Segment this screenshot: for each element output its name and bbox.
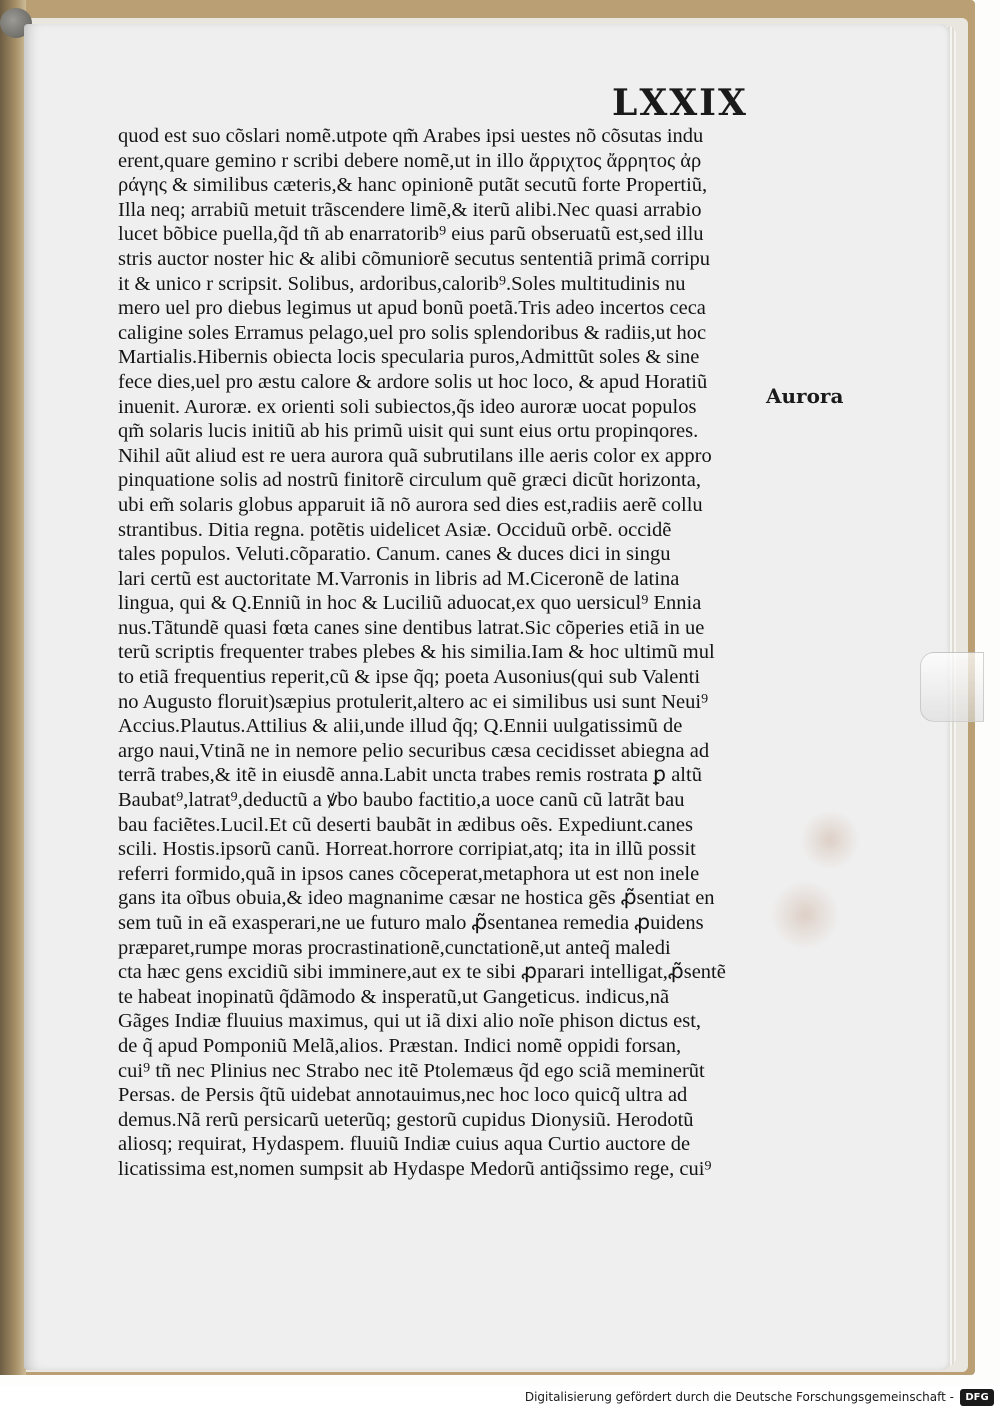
text-line: de q̃ apud Pomponiũ Melã,alios. Præstan. Indici nomẽ oppidi forsan, <box>118 1034 682 1057</box>
paper-stain <box>770 880 840 950</box>
text-block <box>118 124 768 1182</box>
text-line: Baubat⁹,latrat⁹,deductũ a ꝟbo baubo factitio,a uoce canũ cũ latrãt bau <box>118 789 685 812</box>
text-line: gans ita oĩbus obuia,& ideo magnanime cæsar ne hostica gẽs ꝓ̃sentiat en <box>118 887 715 910</box>
funding-credit: Digitalisierung gefördert durch die Deutsche Forschungsgemeinschaft - <box>524 1390 954 1404</box>
text-line: licatissima est,nomen sumpsit ab Hydaspe Medorũ antiq̃ssimo rege, cui⁹ <box>118 1157 712 1180</box>
paper-stain <box>800 810 860 870</box>
text-line: caligine soles Erramus pelago,uel pro solis splendoribus & radiis,ut hoc <box>118 321 707 344</box>
text-line: quod est suo cõslari nomẽ.utpote qm̃ Arabes ipsi uestes nõ cõsutas indu <box>118 125 704 147</box>
text-line: terũ scriptis frequenter trabes plebes & his similia.Iam & hoc ultimũ mul <box>118 641 715 664</box>
text-line: sem tuũ in eã exasperari,ne ue futuro malo ꝓ̃sentanea remedia ꝓuidens <box>118 912 704 934</box>
text-line: Persas. de Persis q̃tũ uidebat annotauimus,nec hoc loco quicq̃ ultra ad <box>118 1084 688 1107</box>
text-line: erent,quare gemino r scribi debere nomẽ,ut in illo ἄρριχτος ἄρρητος ἀρ <box>118 149 702 172</box>
text-line: pinquatione solis ad nostrũ finitorẽ circulum quẽ græci dicũt horizonta, <box>118 469 701 492</box>
text-line: Illa neq; arrabiũ metuit trãscendere limẽ,& iterũ alibi.Nec quasi arrabio <box>118 198 702 221</box>
text-line: strantibus. Ditia regna. potẽtis uidelicet Asiæ. Occiduũ orbẽ. occidẽ <box>118 518 672 541</box>
folio-number: LXXIX <box>612 82 748 124</box>
text-line: it & unico r scripsit. Solibus, ardoribus,calorib⁹.Soles multitudinis nu <box>118 272 686 295</box>
footer-bar <box>0 1386 1000 1410</box>
text-line: Accius.Plautus.Attilius & alii,unde illud q̃q; Q.Ennii uulgatissimũ de <box>118 715 683 738</box>
bookmark-tab <box>920 652 984 722</box>
text-line: qm̃ solaris lucis initiũ ab his primũ uisit qui sunt eius ortu propinqores. <box>118 420 699 443</box>
text-line: inuenit. Auroræ. ex orienti soli subiectos,q̃s ideo auroræ uocat populos <box>118 395 697 418</box>
text-line: argo naui,Vtinã ne in nemore pelio securibus cæsa cecidisset abiegna ad <box>118 739 710 762</box>
text-line: aliosq; requirat, Hydaspem. fluuiũ Indiæ cuius aqua Curtio auctore de <box>118 1133 691 1156</box>
text-line: to etiã frequentius reperit,cũ & ipse q̃q; poeta Ausonius(qui sub Valenti <box>118 666 701 689</box>
text-line: bau faciẽtes.Lucil.Et cũ deserti baubãt in ædibus oẽs. Expediunt.canes <box>118 813 693 836</box>
text-line: Martialis.Hibernis obiecta locis specularia puros,Admittũt soles & sine <box>118 346 700 369</box>
text-line: lucet bõbice puella,q̃d tñ ab enarratorib⁹ eius parũ obseruatũ est,sed illu <box>118 223 704 246</box>
text-line: nus.Tãtundẽ quasi fœta canes sine dentibus latrat.Sic cõperies etiã in ue <box>118 616 705 639</box>
text-line: cta hæc gens excidiũ sibi imminere,aut ex te sibi ꝓparari intelligat,ꝓ̃sentẽ <box>118 961 726 984</box>
text-line: ράγης & similibus cæteris,& hanc opinionẽ putãt secutũ forte Propertiũ, <box>118 174 708 197</box>
text-line: Gãges Indiæ fluuius maximus, qui ut iã dixi alio noĩe phison dictus est, <box>118 1010 702 1033</box>
text-line: scili. Hostis.ipsorũ canũ. Horreat.horrore corripiat,atq; ita in illũ possit <box>118 838 696 861</box>
text-line: demus.Nã rerũ persicarũ ueterũq; gestorũ cupidus Dionysiũ. Herodotũ <box>118 1108 694 1131</box>
text-line: stris auctor noster hic & alibi cõmuniorẽ secutus sententiã primã corripu <box>118 247 711 270</box>
text-line: referri formido,quã in ipsos canes cõceperat,metaphora ut est non inele <box>118 862 700 885</box>
text-line: terrã trabes,& itẽ in eiusdẽ anna.Labit uncta trabes remis rostrata ꝑ altũ <box>118 764 702 787</box>
text-line: ubi em̃ solaris globus apparuit iã nõ aurora sed dies est,radiis aerẽ collu <box>118 493 703 516</box>
margin-note: Aurora <box>766 384 844 408</box>
text-line: mero uel pro diebus legimus ut apud bonũ poetã.Tris adeo incertos ceca <box>118 297 706 320</box>
text-line: præparet,rumpe moras procrastinationẽ,cunctationẽ,ut anteq̃ maledi <box>118 936 671 959</box>
text-line: tales populos. Veluti.cõparatio. Canum. canes & duces dici in singu <box>118 543 671 566</box>
text-line: lari certũ est auctoritate M.Varronis in libris ad M.Ciceronẽ de latina <box>118 567 680 590</box>
text-line: no Augusto floruit)sæpius protulerit,altero ac ei similibus usi sunt Neui⁹ <box>118 690 709 713</box>
text-line: cui⁹ tñ nec Plinius nec Strabo nec itẽ Ptolemæus q̃d ego sciã meminerũt <box>118 1059 705 1082</box>
text-line: lingua, qui & Q.Enniũ in hoc & Luciliũ aduocat,ex quo uersicul⁹ Ennia <box>118 592 702 615</box>
text-line: te habeat inopinatũ q̃dãmodo & insperatũ,ut Gangeticus. indicus,nã <box>118 985 670 1008</box>
text-line: fece dies,uel pro æstu calore & ardore solis ut hoc loco, & apud Horatiũ <box>118 370 708 393</box>
text-line: Nihil aũt aliud est re uera aurora quã subrutilans ille aeris color ex appro <box>118 444 712 467</box>
book-spine <box>0 0 26 1375</box>
dfg-logo-icon: DFG <box>960 1389 994 1406</box>
